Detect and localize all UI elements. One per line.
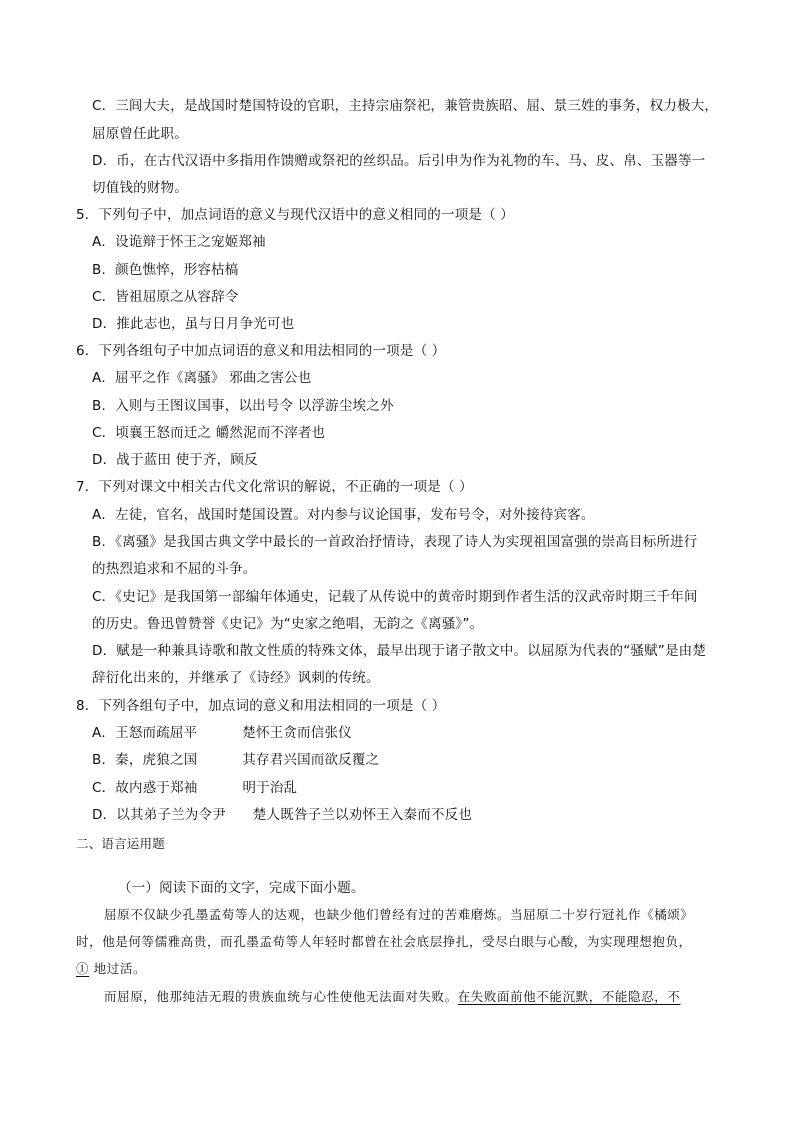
question-8-stem: 8．下列各组句子中，加点词的意义和用法相同的一项是（ ） [76,698,446,714]
question-7-option-c-line1: C．《史记》是我国第一部编年体通史，记载了从传说中的黄帝时期到作者生活的汉武帝时期三千年间 [92,589,698,605]
question-6-stem: 6．下列各组句子中加点词语的意义和用法相同的一项是（ ） [76,343,446,359]
passage-line-3-rest: 地过活。 [89,961,147,976]
section-intro: （一）阅读下面的文字，完成下面小题。 [118,880,365,896]
passage-line-2: 时，他是何等儒雅高贵，而孔墨孟荀等人年轻时都曾在社会底层挣扎，受尽白眼与心酸，为实现理想抱负， [76,934,692,949]
question-6-option-c: C．顷襄王怒而迁之 皭然泥而不滓者也 [92,425,326,441]
blank-1: ① [76,961,90,976]
question-5-stem: 5．下列句子中，加点词语的意义与现代汉语中的意义相同的一项是（ ） [76,207,514,223]
question-7-option-d-line2: 辞衍化出来的，并继承了《诗经》讽刺的传统。 [92,670,380,686]
passage-line-4-text: 而屈原，他那纯洁无瑕的贵族血统与心性使他无法面对失败。 [104,989,458,1004]
question-6-option-a: A．屈平之作《离骚》 邪曲之害公也 [92,370,312,386]
passage-line-3 [76,959,146,979]
question-8-option-b: B．秦，虎狼之国 其存君兴国而欲反覆之 [92,752,380,768]
q4-option-c-line2: 屈原曾任此职。 [92,126,188,142]
question-7-option-c-line2: 的历史。鲁迅曾赞誉《史记》为“史家之绝唱，无韵之《离骚》”。 [92,616,484,632]
q4-option-c-line1: C．三闾大夫，是战国时楚国特设的官职，主持宗庙祭祀，兼管贵族昭、屈、景三姓的事务，权力极大， [92,98,719,114]
underlined-sentence: 在失败面前他不能沉默，不能隐忍，不 [457,989,681,1004]
question-5-option-c: C．皆祖屈原之从容辞令 [92,289,239,305]
passage-line-1: 屈原不仅缺少孔墨孟荀等人的达观，也缺少他们曾经有过的苦难磨炼。当屈原二十岁行冠礼作《橘颂》 [104,907,694,922]
question-5-option-a: A．设诡辩于怀王之宠姬郑袖 [92,234,266,250]
question-7-option-a: A．左徒，官名，战国时楚国设置。对内参与议论国事，发布号令，对外接待宾客。 [92,507,595,523]
passage-line-4 [104,987,680,1007]
q4-option-d-line1: D．币，在古代汉语中多指用作馈赠或祭祀的丝织品。后引申为作为礼物的车、马、皮、帛、玉器等一 [92,153,706,169]
q4-option-d-line2: 切值钱的财物。 [92,180,188,196]
question-6-option-b: B．入则与王图议国事，以出号令 以浮游尘埃之外 [92,398,394,414]
question-8-option-d: D．以其弟子兰为令尹 楚人既咎子兰以劝怀王入秦而不反也 [92,807,473,823]
question-5-option-d: D．推此志也，虽与日月争光可也 [92,316,295,332]
question-7-option-d-line1: D．赋是一种兼具诗歌和散文性质的特殊文体，最早出现于诸子散文中。以屈原为代表的“骚赋”是由楚 [92,643,707,659]
question-7-option-b-line1: B．《离骚》是我国古典文学中最长的一首政治抒情诗，表现了诗人为实现祖国富强的崇高目标所进行 [92,534,698,550]
question-7-stem: 7．下列对课文中相关古代文化常识的解说，不正确的一项是（ ） [76,479,473,495]
question-8-option-c: C．故内惑于郑袖 明于治乱 [92,780,298,796]
question-6-option-d: D．战于蓝田 使于齐，顾反 [92,452,258,468]
question-7-option-b-line2: 的热烈追求和不屈的斗争。 [92,561,257,577]
section-heading: 二、语言运用题 [76,836,165,851]
question-5-option-b: B．颜色憔悴，形容枯槁 [92,262,239,278]
question-8-option-a: A．王怒而疏屈平 楚怀王贪而信张仪 [92,725,352,741]
